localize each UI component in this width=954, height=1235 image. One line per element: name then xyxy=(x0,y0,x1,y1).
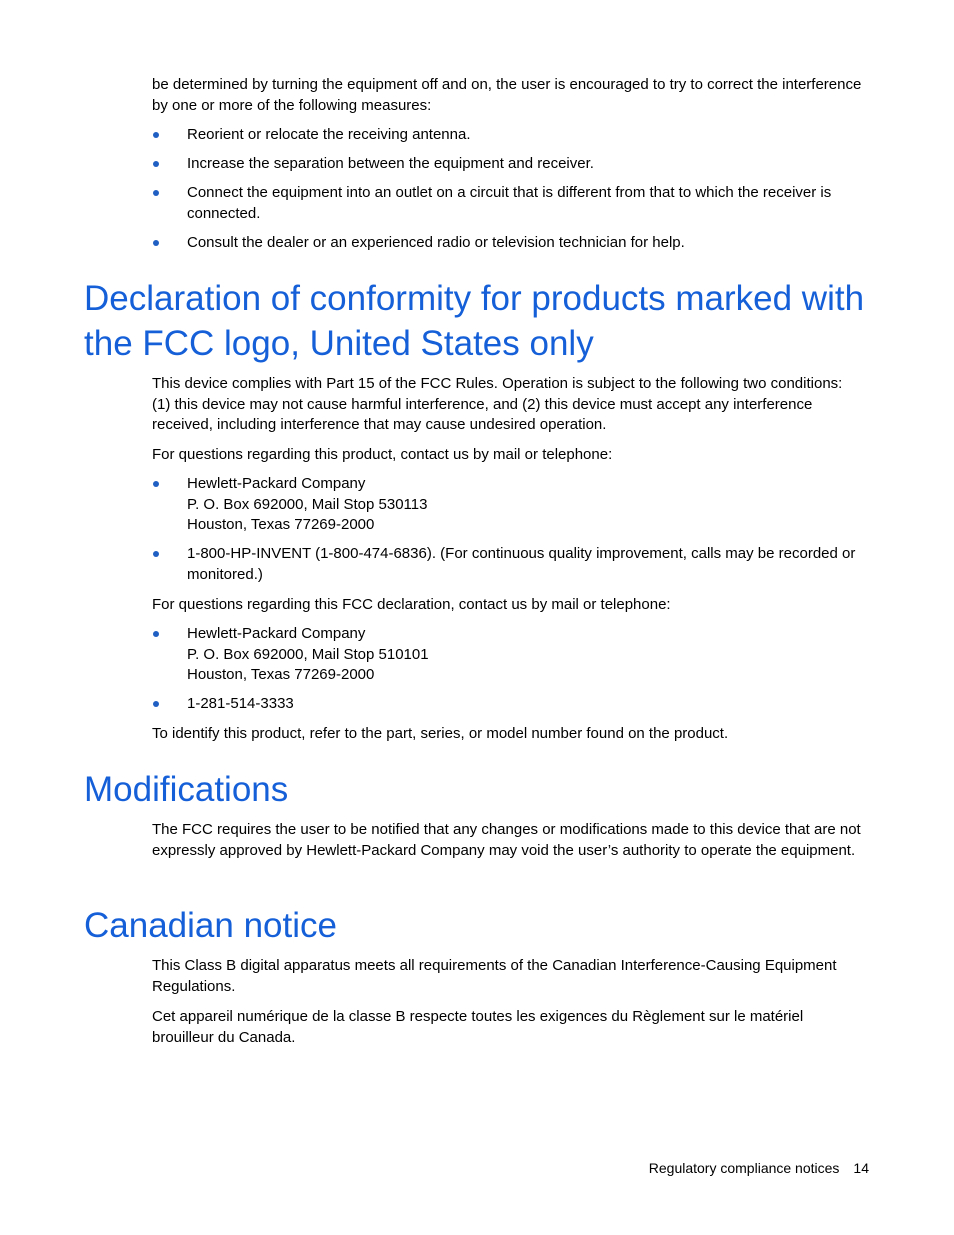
canadian-paragraph-english: This Class B digital apparatus meets all requirements of the Canadian Interference-Causing Equipment Regulations. xyxy=(152,957,837,995)
list-item-text: Reorient or relocate the receiving antenna. xyxy=(187,126,471,143)
bullet-icon xyxy=(153,161,159,167)
fcc-questions-paragraph: For questions regarding this FCC declaration, contact us by mail or telephone: xyxy=(152,596,671,613)
modifications-paragraph: The FCC requires the user to be notified that any changes or modifications made to this device that are not expressly approved by Hewlett-Packard Company may void the user’s authority to operate the equipment. xyxy=(152,821,861,859)
list-item-text: Connect the equipment into an outlet on a circuit that is different from that to which the receiver is connected. xyxy=(187,184,832,222)
footer-section-title: Regulatory compliance notices xyxy=(648,1160,840,1176)
bullet-icon xyxy=(153,631,159,637)
bullet-icon xyxy=(153,701,159,707)
list-item-text: Consult the dealer or an experienced radio or television technician for help. xyxy=(187,234,685,251)
bullet-icon xyxy=(153,190,159,196)
declaration-heading: Declaration of conformity for products marked with the FCC logo, United States only xyxy=(84,279,865,363)
product-questions-paragraph: For questions regarding this product, contact us by mail or telephone: xyxy=(152,446,613,463)
page-footer xyxy=(649,1158,869,1178)
list-item-text: Increase the separation between the equipment and receiver. xyxy=(187,155,594,172)
list-item-text: Hewlett-Packard Company P. O. Box 692000, Mail Stop 510101 Houston, Texas 77269-2000 xyxy=(187,625,429,683)
bullet-icon xyxy=(153,132,159,138)
list-item-text: 1-281-514-3333 xyxy=(187,695,294,712)
bullet-icon xyxy=(153,481,159,487)
canadian-notice-heading: Canadian notice xyxy=(84,906,337,945)
bullet-icon xyxy=(153,240,159,246)
declaration-paragraph: This device complies with Part 15 of the FCC Rules. Operation is subject to the following two conditions: (1) this device may not cause harmful interference, and (2) this device must accept any interference received, including interference that may cause undesired operation. xyxy=(152,375,843,433)
list-item-text: Hewlett-Packard Company P. O. Box 692000, Mail Stop 530113 Houston, Texas 77269-2000 xyxy=(187,475,428,533)
canadian-paragraph-french: Cet appareil numérique de la classe B respecte toutes les exigences du Règlement sur le matériel brouilleur du Canada. xyxy=(152,1008,804,1046)
modifications-heading: Modifications xyxy=(84,770,289,809)
list-item-text: 1-800-HP-INVENT (1-800-474-6836). (For continuous quality improvement, calls may be recorded or monitored.) xyxy=(187,545,856,583)
intro-paragraph: be determined by turning the equipment off and on, the user is encouraged to try to correct the interference by one or more of the following measures: xyxy=(152,76,862,114)
identify-product-paragraph: To identify this product, refer to the part, series, or model number found on the product. xyxy=(152,725,729,742)
page-number: 14 xyxy=(853,1160,869,1176)
bullet-icon xyxy=(153,551,159,557)
